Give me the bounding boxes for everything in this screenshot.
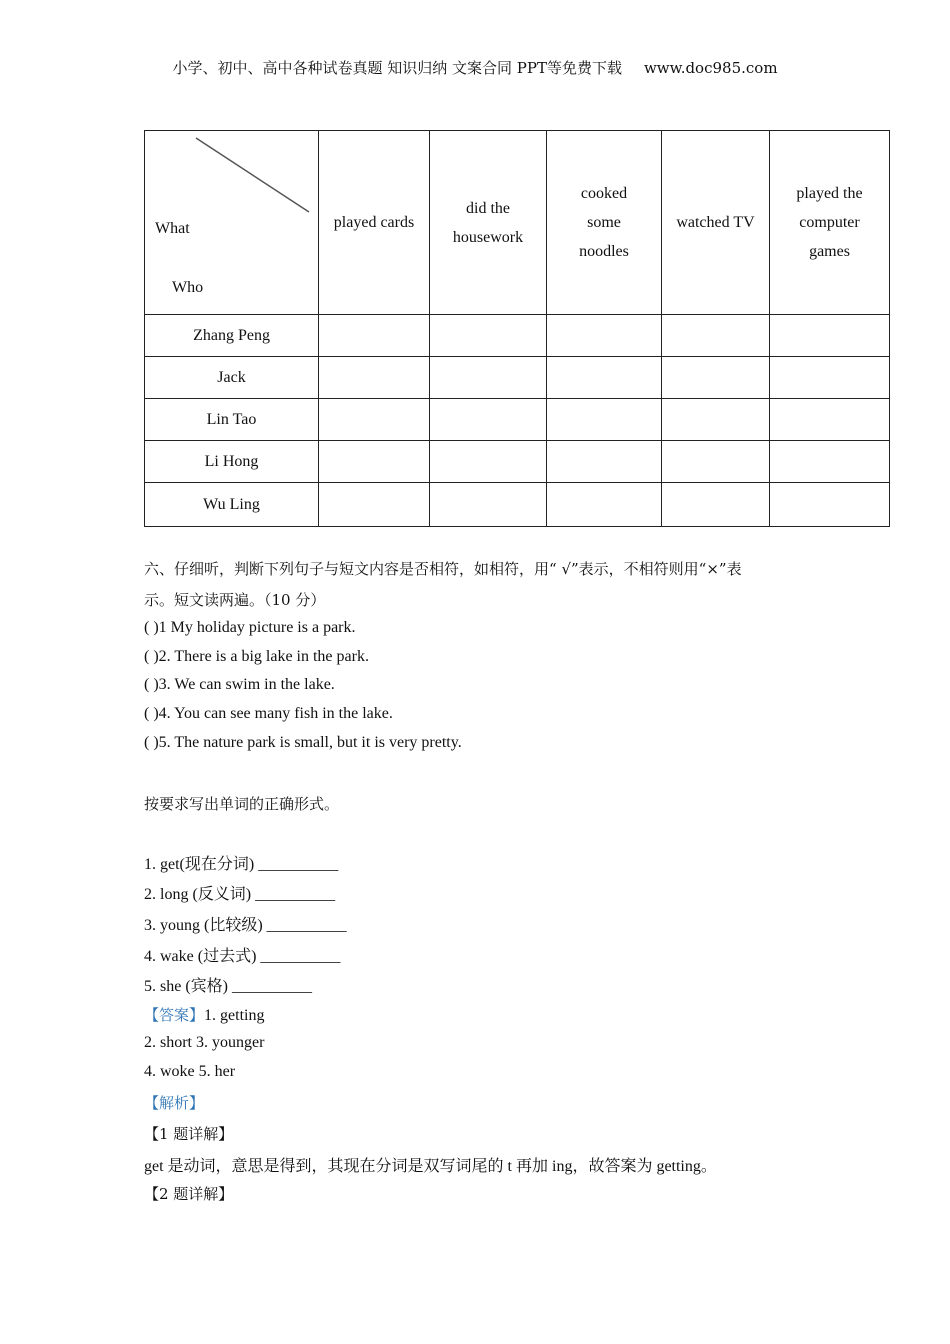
column-header-cooked-some-noodles bbox=[547, 131, 662, 315]
q1-detail-label: 【1 题详解】 bbox=[144, 1125, 234, 1143]
column-header-played-computer-games bbox=[770, 131, 890, 315]
answer-cell[interactable] bbox=[770, 441, 890, 483]
answer-line-2: 2. short 3. younger bbox=[144, 1034, 265, 1051]
answer-cell[interactable] bbox=[662, 483, 770, 527]
table-row bbox=[145, 441, 890, 483]
column-header-line: played cards bbox=[333, 214, 415, 231]
answer-cell[interactable] bbox=[770, 357, 890, 399]
answer-cell[interactable] bbox=[319, 483, 430, 527]
column-header-line: noodles bbox=[579, 243, 629, 260]
answer-cell[interactable] bbox=[547, 399, 662, 441]
answer-cell[interactable] bbox=[662, 399, 770, 441]
column-header-line: games bbox=[809, 243, 850, 260]
row-name: Wu Ling bbox=[145, 483, 319, 527]
judge-item-2: ( )2. There is a big lake in the park. bbox=[144, 648, 369, 665]
answer-cell[interactable] bbox=[319, 357, 430, 399]
column-header-line: did the bbox=[466, 199, 510, 217]
answer-line-3: 4. woke 5. her bbox=[144, 1063, 236, 1080]
corner-what-label: What bbox=[155, 220, 190, 237]
answer-cell[interactable] bbox=[430, 483, 547, 527]
answer-1: 1. getting bbox=[204, 1007, 265, 1024]
column-header-line: cooked bbox=[580, 185, 628, 202]
answer-cell[interactable] bbox=[547, 441, 662, 483]
answer-cell[interactable] bbox=[547, 315, 662, 357]
answer-cell[interactable] bbox=[770, 483, 890, 527]
header-url[interactable]: www.doc985.com bbox=[643, 59, 778, 77]
judge-item-5: ( )5. The nature park is small, but it is very pretty. bbox=[144, 734, 462, 751]
column-header-did-the-housework bbox=[430, 131, 547, 315]
column-header-line: watched TV bbox=[676, 214, 755, 231]
judge-item-1: ( )1 My holiday picture is a park. bbox=[144, 619, 356, 636]
row-name: Lin Tao bbox=[145, 399, 319, 441]
word-section-title: 按要求写出单词的正确形式。 bbox=[144, 795, 340, 813]
corner-cell bbox=[145, 131, 319, 315]
column-header-line: housework bbox=[452, 228, 524, 246]
row-name: Zhang Peng bbox=[145, 315, 319, 357]
column-header-played-cards bbox=[319, 131, 430, 315]
answer-cell[interactable] bbox=[430, 315, 547, 357]
q2-detail-label: 【2 题详解】 bbox=[144, 1185, 234, 1203]
word-item-1: 1. get(现在分词) __________ bbox=[144, 856, 339, 873]
answer-cell[interactable] bbox=[662, 315, 770, 357]
table-row bbox=[145, 483, 890, 527]
answer-cell[interactable] bbox=[319, 441, 430, 483]
word-item-3: 3. young (比较级) __________ bbox=[144, 917, 347, 934]
answer-cell[interactable] bbox=[547, 357, 662, 399]
word-item-2: 2. long (反义词) __________ bbox=[144, 886, 336, 903]
section6-title-line2: 示。短文读两遍。（10 分） bbox=[144, 591, 326, 609]
answer-cell[interactable] bbox=[430, 357, 547, 399]
answer-cell[interactable] bbox=[430, 399, 547, 441]
answer-cell[interactable] bbox=[319, 399, 430, 441]
row-name: Li Hong bbox=[145, 441, 319, 483]
answer-cell[interactable] bbox=[662, 441, 770, 483]
activity-table bbox=[144, 130, 890, 527]
row-name: Jack bbox=[145, 357, 319, 399]
answer-line-1 bbox=[144, 1004, 264, 1025]
answer-cell[interactable] bbox=[430, 441, 547, 483]
answer-cell[interactable] bbox=[770, 399, 890, 441]
word-item-5: 5. she (宾格) __________ bbox=[144, 978, 312, 995]
column-header-watched-tv bbox=[662, 131, 770, 315]
table-row bbox=[145, 399, 890, 441]
table-row bbox=[145, 315, 890, 357]
table-row bbox=[145, 357, 890, 399]
answer-cell[interactable] bbox=[547, 483, 662, 527]
judge-item-3: ( )3. We can swim in the lake. bbox=[144, 676, 335, 693]
header-text: 小学、初中、高中各种试卷真题 知识归纳 文案合同 PPT等免费下载 bbox=[172, 59, 622, 77]
q1-detail-text: get 是动词，意思是得到，其现在分词是双写词尾的 t 再加 ing，故答案为 getting。 bbox=[144, 1158, 717, 1175]
column-header-line: some bbox=[587, 214, 621, 231]
page-header bbox=[0, 57, 950, 78]
answer-cell[interactable] bbox=[662, 357, 770, 399]
corner-who-label: Who bbox=[172, 279, 204, 296]
answer-label: 【答案】 bbox=[144, 1006, 205, 1024]
column-header-line: computer bbox=[799, 214, 860, 231]
judge-item-4: ( )4. You can see many fish in the lake. bbox=[144, 705, 393, 722]
word-item-4: 4. wake (过去式) __________ bbox=[144, 948, 341, 965]
table-header-row bbox=[145, 131, 890, 315]
answer-cell[interactable] bbox=[319, 315, 430, 357]
column-header-line: played the bbox=[796, 185, 863, 202]
section6-title-line1: 六、仔细听，判断下列句子与短文内容是否相符，如相符，用“ √”表示，不相符则用“×”表 bbox=[144, 560, 742, 578]
answer-cell[interactable] bbox=[770, 315, 890, 357]
analysis-label: 【解析】 bbox=[144, 1094, 205, 1112]
